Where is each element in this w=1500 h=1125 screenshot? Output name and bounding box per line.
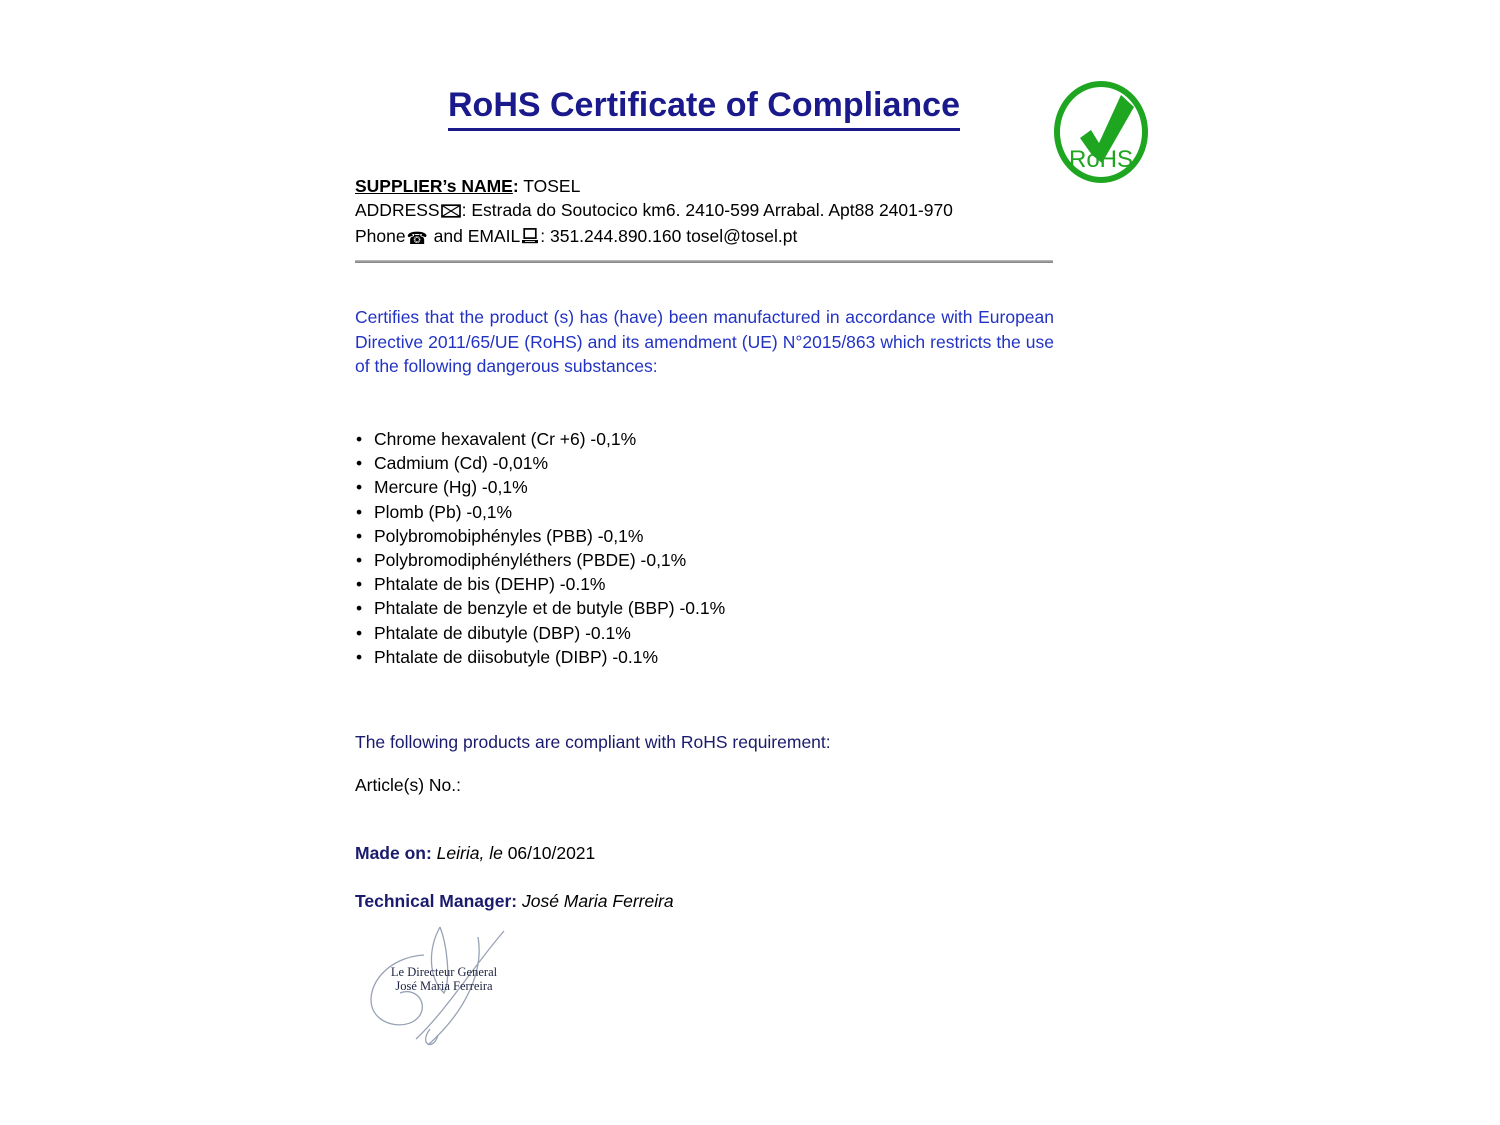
stamp-line-1: Le Directeur General [390, 965, 498, 979]
substance-item [356, 596, 725, 620]
supplier-name-label: SUPPLIER’s NAME [355, 176, 513, 196]
bullet-marker: • [356, 477, 363, 498]
technical-manager-line [355, 891, 674, 912]
substance-text: Chrome hexavalent (Cr +6) -0,1% [374, 429, 637, 449]
substance-item [356, 548, 725, 572]
section-divider [355, 260, 1053, 263]
technical-manager-label: Technical Manager: [355, 891, 518, 911]
bullet-marker: • [356, 525, 363, 546]
substance-text: Polybromobiphényles (PBB) -0,1% [374, 525, 644, 546]
substance-text: Phtalate de diisobutyle (DIBP) -0.1% [374, 646, 659, 667]
substance-text: Phtalate de bis (DEHP) -0.1% [374, 574, 606, 595]
substance-text: Phtalate de dibutyle (DBP) -0.1% [374, 622, 631, 643]
made-on-label: Made on: [355, 843, 432, 863]
substance-item [356, 475, 725, 499]
made-on-place: Leiria, le [431, 843, 503, 863]
telephone-icon: ☎ [406, 229, 428, 249]
substance-item [356, 427, 725, 451]
substance-item [356, 645, 725, 669]
signature-block [358, 925, 518, 1055]
substance-text: Phtalate de benzyle et de butyle (BBP) -0.1% [374, 598, 726, 619]
bullet-marker: • [356, 574, 363, 595]
address-label: ADDRESS [355, 200, 440, 220]
bullet-marker: • [356, 598, 363, 619]
phone-label: Phone [355, 226, 406, 246]
substances-list [356, 427, 725, 669]
bullet-marker: • [356, 429, 363, 449]
made-on-date: 06/10/2021 [502, 843, 596, 863]
stamp-line-2: José Maria Ferreira [395, 979, 493, 993]
supplier-block [355, 174, 953, 251]
substance-text: Polybromodiphényléthers (PBDE) -0,1% [374, 550, 687, 571]
substance-item [356, 621, 725, 645]
title-block [355, 86, 1053, 131]
bullet-marker: • [356, 646, 363, 667]
substance-item [356, 524, 725, 548]
substance-text: Mercure (Hg) -0,1% [374, 477, 528, 498]
article-number-label: Article(s) No.: [355, 775, 461, 795]
products-heading: The following products are compliant with RoHS requirement: [355, 732, 831, 752]
signature-stamp [384, 965, 504, 993]
supplier-contact-line [355, 224, 953, 251]
email-label: and EMAIL [428, 226, 521, 246]
bullet-marker: • [356, 453, 363, 474]
supplier-address-line [355, 198, 953, 224]
technical-manager-name: José Maria Ferreira [517, 891, 674, 911]
made-on-line [355, 843, 595, 864]
substance-item [356, 451, 725, 475]
supplier-name-value: TOSEL [518, 176, 581, 196]
substance-item [356, 500, 725, 524]
substance-text: Plomb (Pb) -0,1% [374, 501, 513, 522]
rohs-logo [1052, 80, 1150, 184]
bullet-marker: • [356, 550, 363, 571]
supplier-name-colon: : [512, 176, 519, 196]
bullet-marker: • [356, 501, 363, 522]
envelope-icon [441, 200, 461, 224]
substance-text: Cadmium (Cd) -0,01% [374, 453, 549, 474]
computer-icon [521, 226, 539, 250]
supplier-name-line [355, 174, 953, 198]
page-title: RoHS Certificate of Compliance [448, 86, 960, 131]
substance-item [356, 572, 725, 596]
certification-paragraph: Certifies that the product (s) has (have) been manufactured in accordance with European Directive 2011/65/UE (RoHS) and its amendment (UE) N°2015/863 which restricts the use of the following dangerous substances: [355, 307, 1054, 377]
address-value: : Estrada do Soutocico km6. 2410-599 Arrabal. Apt88 2401-970 [461, 200, 953, 220]
rohs-logo-label: RoHS [1068, 146, 1134, 173]
contact-value: : 351.244.890.160 tosel@tosel.pt [540, 226, 798, 246]
bullet-marker: • [356, 622, 363, 643]
rohs-logo-graphic [1052, 80, 1150, 184]
